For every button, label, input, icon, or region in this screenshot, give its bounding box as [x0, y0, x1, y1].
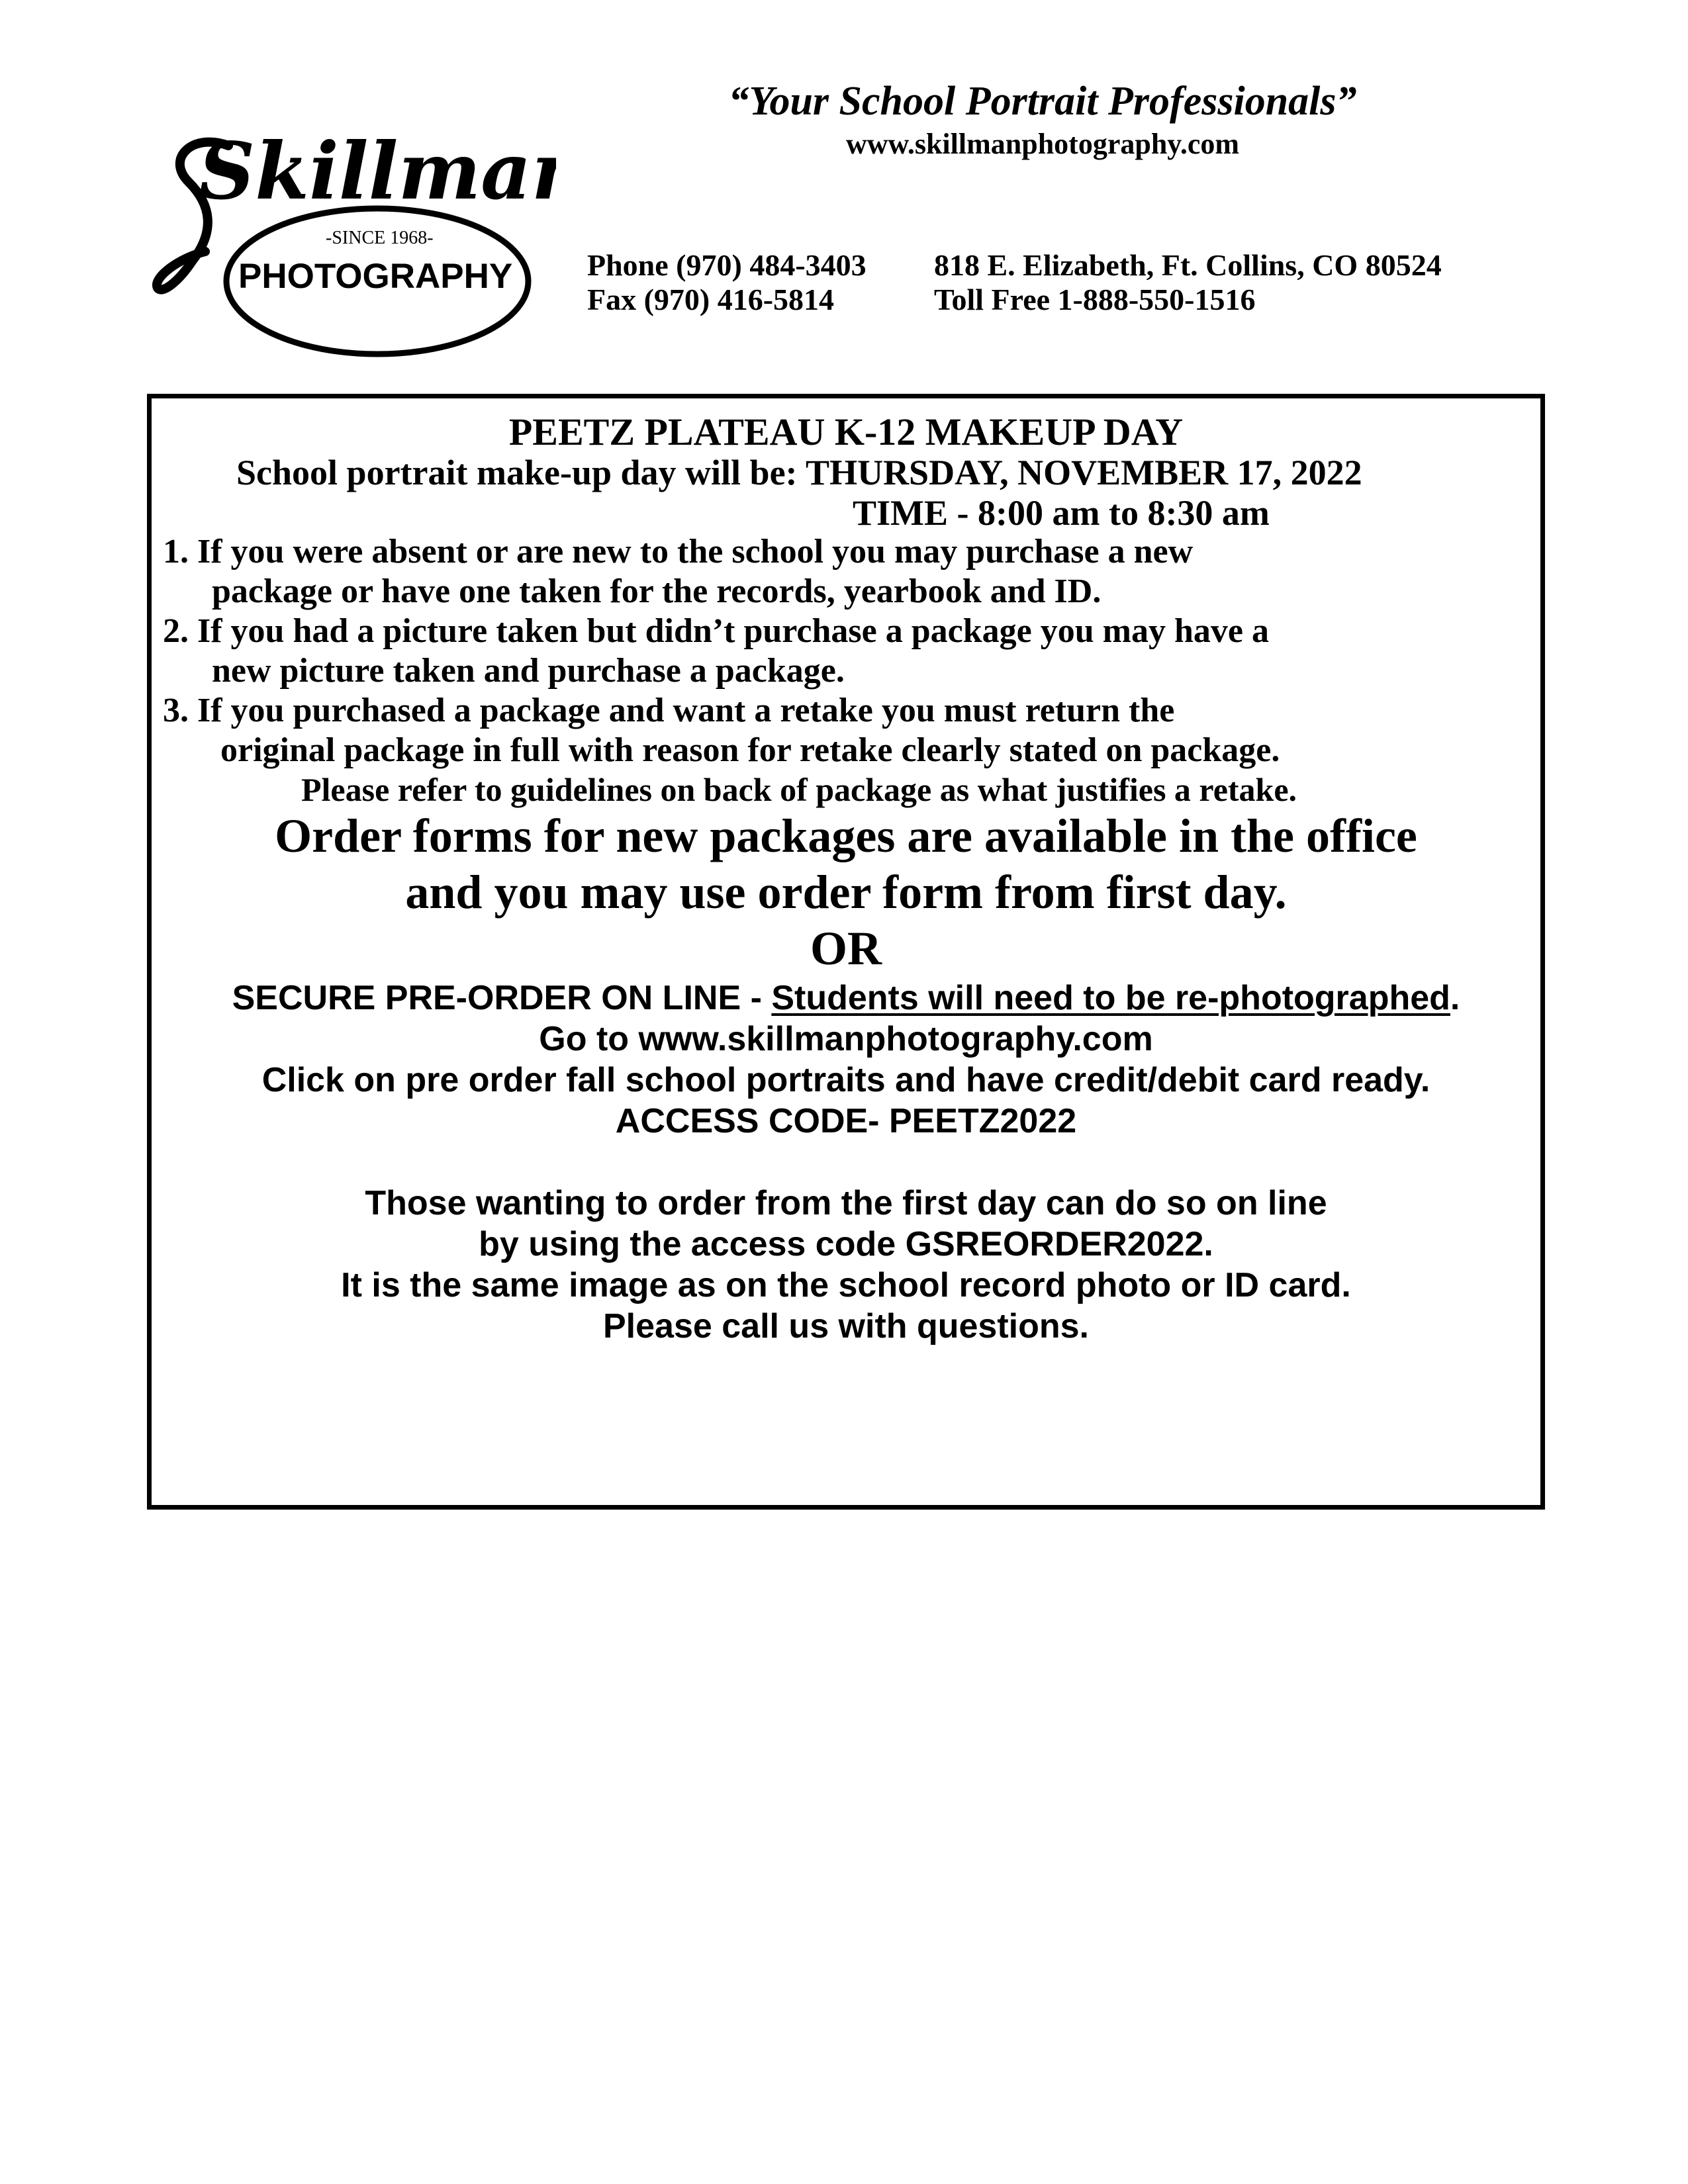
time-line: TIME - 8:00 am to 8:30 am — [853, 493, 1270, 533]
logo-word: PHOTOGRAPHY — [238, 257, 513, 296]
first-day-order-line-2: by using the access code GSREORDER2022. — [479, 1225, 1213, 1263]
same-image-note: It is the same image as on the school record photo or ID card. — [341, 1266, 1351, 1304]
preorder-instructions: Click on pre order fall school portraits and have credit/debit card ready. — [261, 1061, 1430, 1099]
order-forms-line-2: and you may use order form from first day. — [405, 866, 1287, 919]
phone-number: Phone (970) 484-3403 — [587, 248, 867, 282]
secure-preorder-suffix: . — [1450, 979, 1460, 1017]
instruction-3a: 3. If you purchased a package and want a retake you must return the — [163, 692, 1175, 729]
order-forms-line-1: Order forms for new packages are available in the office — [275, 809, 1417, 862]
secure-preorder-prefix: SECURE PRE-ORDER ON LINE - — [232, 979, 772, 1017]
or-separator: OR — [810, 922, 882, 975]
makeup-day-notice — [147, 394, 1545, 1510]
instruction-1a: 1. If you were absent or are new to the school you may purchase a new — [163, 533, 1194, 570]
first-day-order-line-1: Those wanting to order from the first day can do so on line — [365, 1184, 1327, 1222]
fax-number: Fax (970) 416-5814 — [587, 283, 835, 316]
call-us-note: Please call us with questions. — [602, 1307, 1090, 1345]
company-logo — [152, 119, 556, 364]
retake-guideline: Please refer to guidelines on back of package as what justifies a retake. — [301, 771, 1297, 808]
instruction-3b: original package in full with reason for retake clearly stated on package. — [220, 731, 1280, 769]
street-address: 818 E. Elizabeth, Ft. Collins, CO 80524 — [934, 248, 1442, 282]
tagline: “Your School Portrait Professionals” — [728, 79, 1357, 124]
logo-since: -SINCE 1968- — [326, 228, 434, 248]
secure-preorder-line — [152, 981, 1540, 1015]
instruction-2a: 2. If you had a picture taken but didn’t purchase a package you may have a — [163, 612, 1269, 650]
instruction-1b: package or have one taken for the records, yearbook and ID. — [212, 572, 1102, 610]
go-to-website: Go to www.skillmanphotography.com — [539, 1020, 1153, 1058]
date-line: School portrait make-up day will be: THURSDAY, NOVEMBER 17, 2022 — [236, 453, 1362, 492]
access-code: ACCESS CODE- PEETZ2022 — [615, 1102, 1077, 1140]
header-website[interactable]: www.skillmanphotography.com — [845, 128, 1240, 160]
logo-script-text: Skillman — [199, 125, 556, 217]
logo-graphic — [152, 119, 556, 364]
rephotograph-note: Students will need to be re-photographed — [771, 979, 1450, 1017]
instruction-2b: new picture taken and purchase a package. — [212, 652, 845, 690]
toll-free-number: Toll Free 1-888-550-1516 — [934, 283, 1256, 316]
notice-title: PEETZ PLATEAU K-12 MAKEUP DAY — [508, 410, 1184, 453]
